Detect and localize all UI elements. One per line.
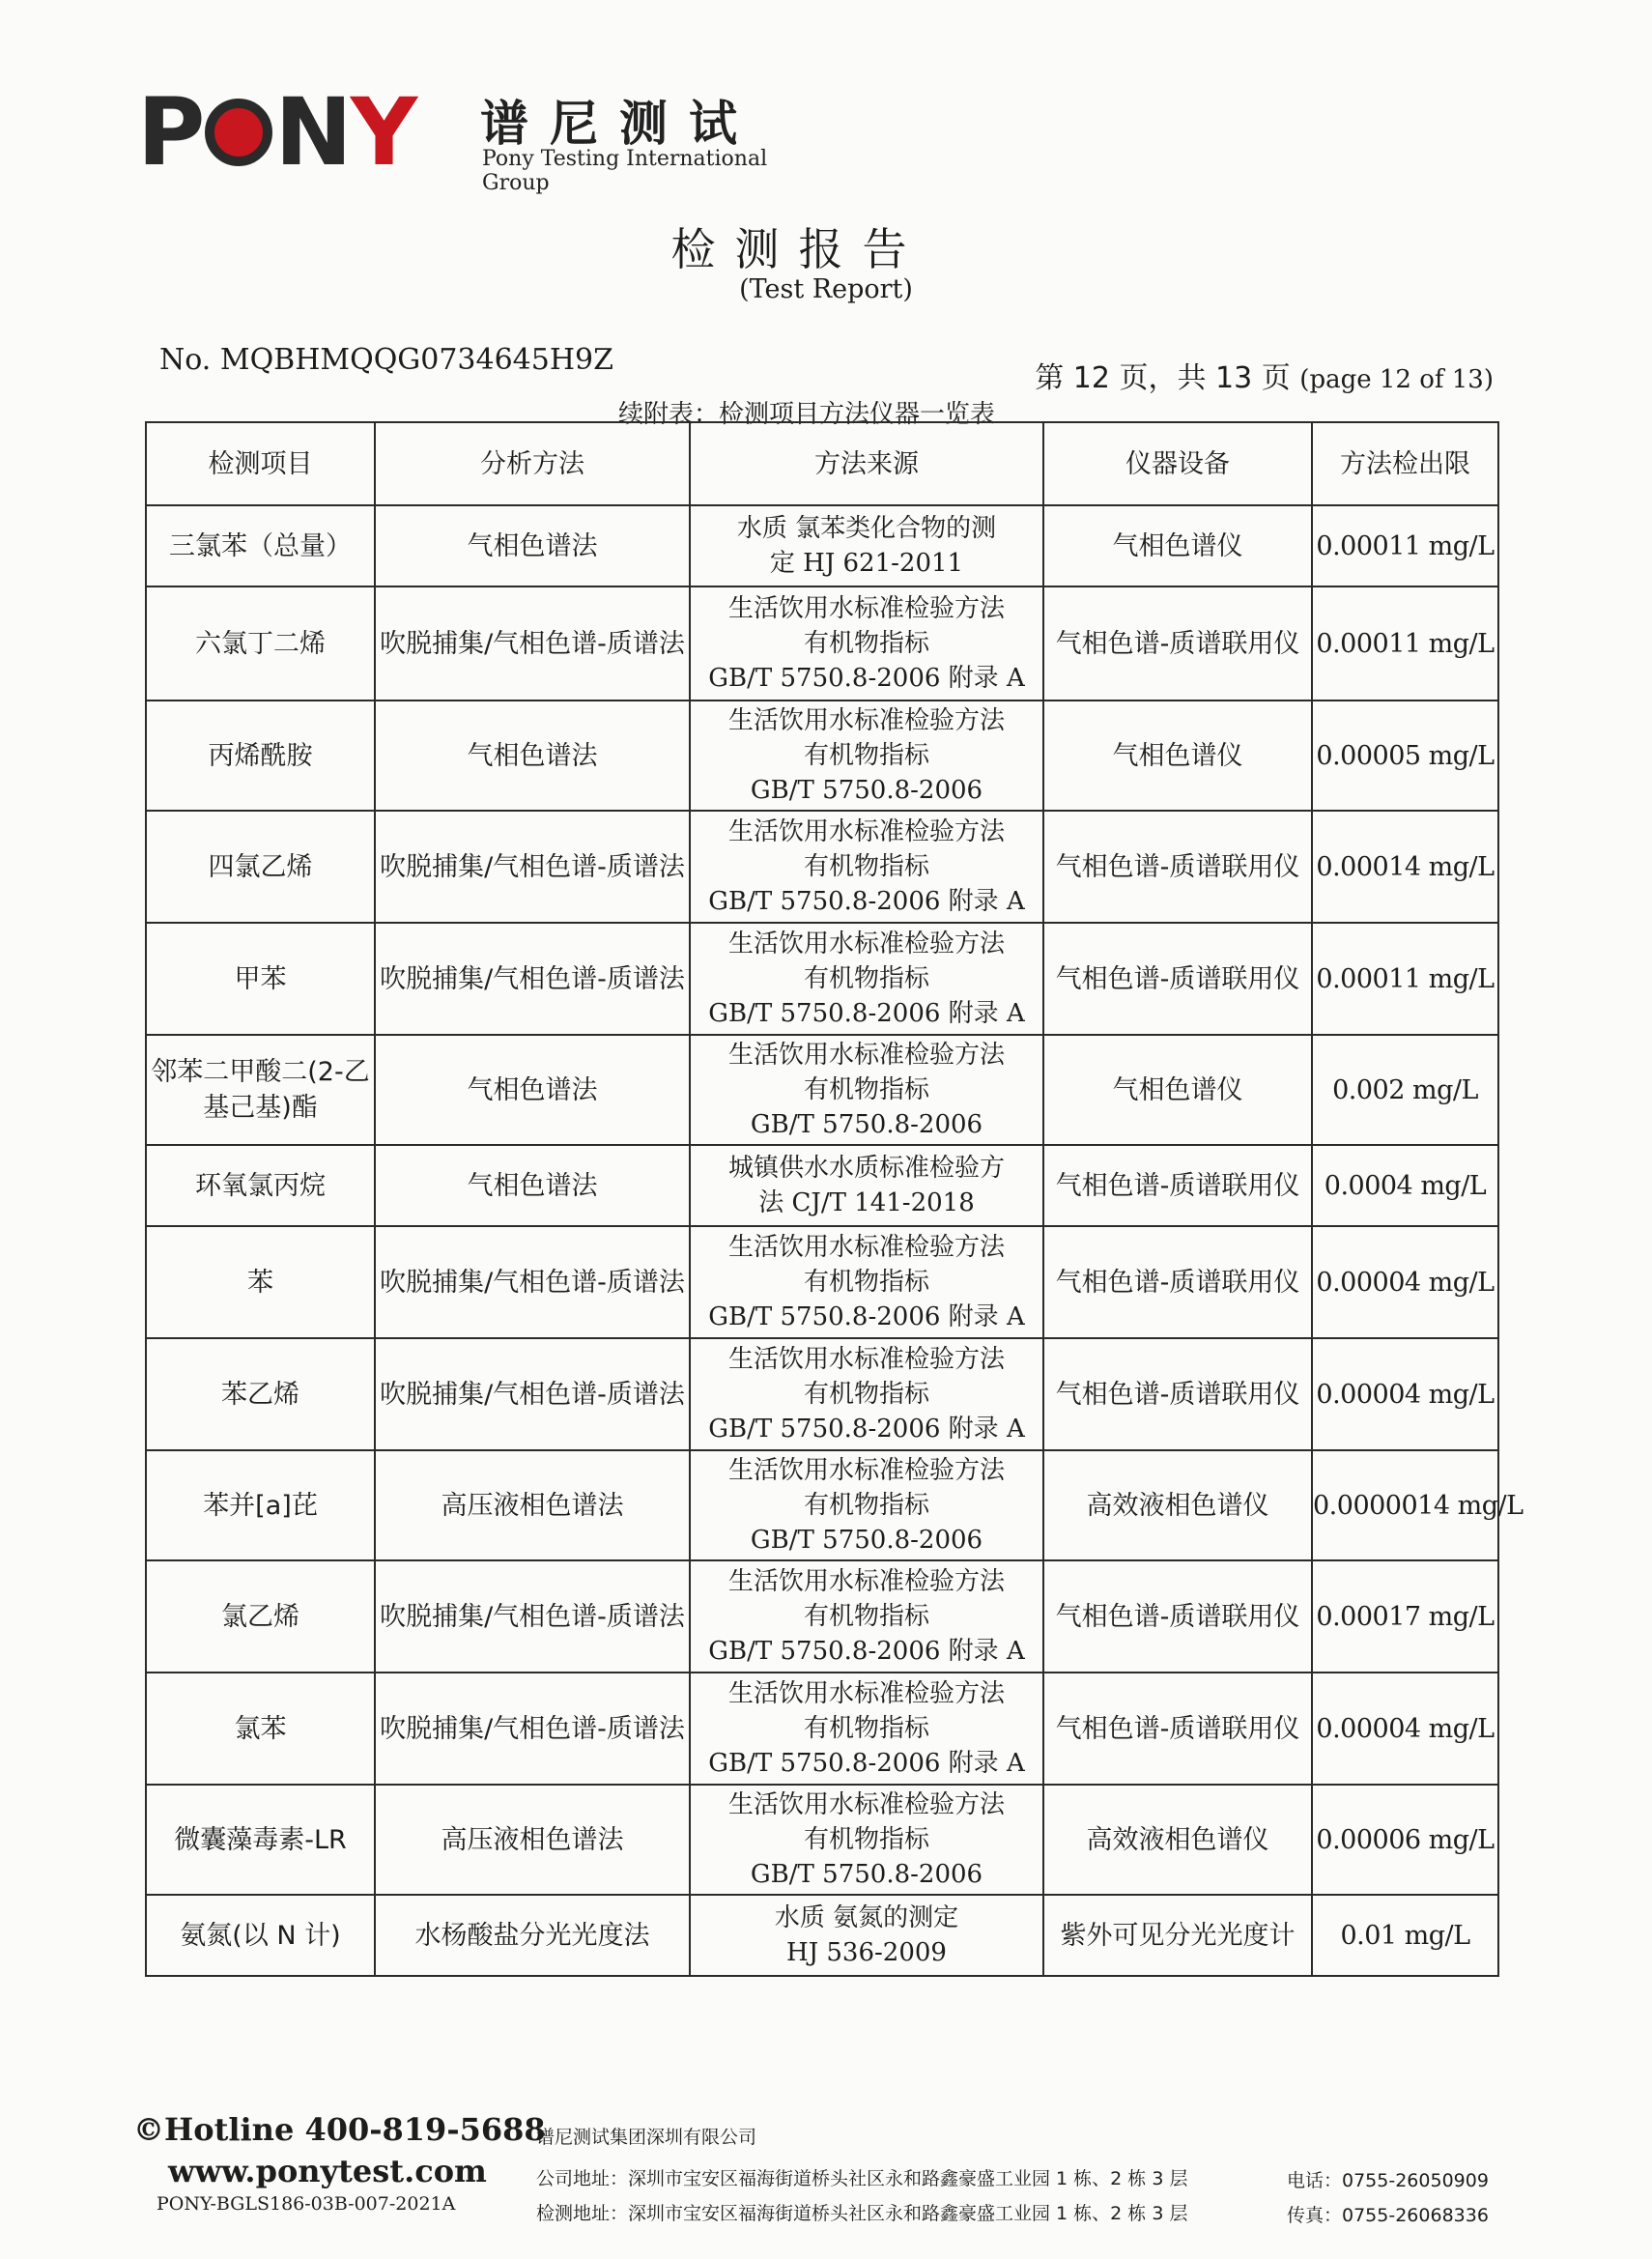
source-line: GB/T 5750.8-2006 附录 A [708,1749,1025,1778]
table-caption: 续附表：检测项目方法仪器一览表 [618,400,996,429]
source-line: 法 CJ/T 141-2018 [758,1188,975,1217]
cell-instrument: 气相色谱-质谱联用仪 [1043,923,1312,1035]
cell-limit: 0.002 mg/L [1312,1035,1498,1145]
report-subtitle: (Test Report) [739,274,913,304]
source-line: GB/T 5750.8-2006 附录 A [708,1637,1025,1666]
source-line: 有机物指标 [803,1714,929,1743]
table-header-row [146,422,1498,505]
cell-limit: 0.00011 mg/L [1312,505,1498,586]
cell-method: 吹脱捕集/气相色谱-质谱法 [375,923,690,1035]
cell-instrument: 气相色谱仪 [1043,505,1312,586]
source-line: GB/T 5750.8-2006 [750,1526,983,1555]
cell-item: 氨氮(以 N 计) [146,1895,375,1976]
cell-limit: 0.00017 mg/L [1312,1560,1498,1673]
cell-item: 丙烯酰胺 [146,701,375,811]
cell-limit: 0.0000014 mg/L [1312,1450,1498,1560]
cell-instrument: 气相色谱-质谱联用仪 [1043,1338,1312,1450]
cell-item: 环氧氯丙烷 [146,1145,375,1226]
source-line: 有机物指标 [803,1491,929,1520]
cell-source [690,1450,1043,1560]
hotline [133,2111,546,2148]
source-line: 生活饮用水标准检验方法 [727,1456,1005,1485]
cell-limit: 0.01 mg/L [1312,1895,1498,1976]
cell-instrument: 高效液相色谱仪 [1043,1785,1312,1895]
table-body [146,505,1524,1976]
source-line: GB/T 5750.8-2006 附录 A [708,999,1025,1028]
cell-limit: 0.00004 mg/L [1312,1338,1498,1450]
cell-item: 邻苯二甲酸二(2-乙基己基)酯 [146,1035,375,1145]
cell-item: 氯乙烯 [146,1560,375,1673]
source-line: 生活饮用水标准检验方法 [727,1233,1005,1262]
cell-source [690,1338,1043,1450]
cell-item: 四氯乙烯 [146,811,375,923]
table-row [146,1673,1498,1785]
cell-item: 苯并[a]芘 [146,1450,375,1560]
cell-instrument: 气相色谱仪 [1043,1035,1312,1145]
source-line: 有机物指标 [803,1268,929,1297]
cell-limit: 0.00014 mg/L [1312,811,1498,923]
cell-instrument: 气相色谱-质谱联用仪 [1043,586,1312,701]
cell-limit: 0.0004 mg/L [1312,1145,1498,1226]
cell-instrument: 紫外可见分光光度计 [1043,1895,1312,1976]
cell-item: 苯 [146,1226,375,1338]
source-line: 生活饮用水标准检验方法 [727,929,1005,958]
source-line: 有机物指标 [803,1825,929,1854]
document-code: PONY-BGLS186-03B-007-2021A [157,2193,456,2215]
table-row [146,1035,1498,1145]
phone-circle-icon: © [133,2111,164,2148]
source-line: GB/T 5750.8-2006 附录 A [708,1302,1025,1331]
col-header-source: 方法来源 [690,422,1043,505]
cell-method: 高压液相色谱法 [375,1785,690,1895]
source-line: 生活饮用水标准检验方法 [727,817,1005,846]
source-line: 城镇供水水质标准检验方 [727,1154,1005,1183]
cell-item: 苯乙烯 [146,1338,375,1450]
source-line: HJ 536-2009 [786,1938,947,1967]
source-line: GB/T 5750.8-2006 [750,1860,983,1889]
source-line: 生活饮用水标准检验方法 [727,1345,1005,1374]
page-indicator-en: (page 12 of 13) [1299,365,1494,394]
col-header-item: 检测项目 [146,422,375,505]
source-line: 水质 氨氮的测定 [774,1903,959,1932]
testing-address: 检测地址：深圳市宝安区福海街道桥头社区永和路鑫豪盛工业园 1 栋、2 栋 3 层 [536,2203,1188,2224]
report-number: No. MQBHMQQG0734645H9Z [159,343,613,377]
cell-limit: 0.00004 mg/L [1312,1673,1498,1785]
cell-source [690,811,1043,923]
cell-item: 微囊藻毒素-LR [146,1785,375,1895]
cell-method: 气相色谱法 [375,701,690,811]
cell-method: 气相色谱法 [375,505,690,586]
brand-name-cn: 谱尼测试 [480,96,758,152]
cell-method: 吹脱捕集/气相色谱-质谱法 [375,811,690,923]
cell-source [690,505,1043,586]
cell-method: 气相色谱法 [375,1035,690,1145]
cell-instrument: 气相色谱-质谱联用仪 [1043,1145,1312,1226]
methods-table [145,421,1524,1977]
cell-method: 气相色谱法 [375,1145,690,1226]
cell-source [690,1785,1043,1895]
source-line: 生活饮用水标准检验方法 [727,594,1005,623]
page-indicator-cn: 第 12 页，共 13 页 [1035,361,1291,395]
cell-method: 吹脱捕集/气相色谱-质谱法 [375,1226,690,1338]
cell-source [690,1673,1043,1785]
cell-method: 高压液相色谱法 [375,1450,690,1560]
table-row [146,1145,1498,1226]
cell-method: 吹脱捕集/气相色谱-质谱法 [375,1673,690,1785]
cell-source [690,1895,1043,1976]
cell-method: 水杨酸盐分光光度法 [375,1895,690,1976]
cell-source [690,1226,1043,1338]
cell-method: 吹脱捕集/气相色谱-质谱法 [375,1560,690,1673]
logo-circle-icon [205,99,272,166]
company-address: 公司地址：深圳市宝安区福海街道桥头社区永和路鑫豪盛工业园 1 栋、2 栋 3 层 [536,2168,1188,2189]
page-indicator [1035,354,1494,396]
table-row [146,1450,1498,1560]
source-line: 定 HJ 621-2011 [769,549,964,578]
cell-instrument: 气相色谱仪 [1043,701,1312,811]
source-line: 水质 氯苯类化合物的测 [736,514,997,543]
cell-limit: 0.00004 mg/L [1312,1226,1498,1338]
table-row [146,1338,1498,1450]
table-row [146,1895,1498,1976]
source-line: GB/T 5750.8-2006 附录 A [708,1415,1025,1444]
cell-source [690,1145,1043,1226]
cell-limit: 0.00011 mg/L [1312,586,1498,701]
source-line: 有机物指标 [803,964,929,993]
table-row [146,1560,1498,1673]
col-header-limit: 方法检出限 [1312,422,1498,505]
cell-source [690,701,1043,811]
cell-instrument: 气相色谱-质谱联用仪 [1043,1226,1312,1338]
cell-instrument: 高效液相色谱仪 [1043,1450,1312,1560]
source-line: 生活饮用水标准检验方法 [727,1041,1005,1070]
source-line: GB/T 5750.8-2006 附录 A [708,664,1025,693]
pony-logo-mark [137,79,415,186]
company-name: 谱尼测试集团深圳有限公司 [536,2127,757,2148]
source-line: 有机物指标 [803,1602,929,1631]
company-logo [137,78,833,195]
col-header-method: 分析方法 [375,422,690,505]
source-line: 有机物指标 [803,1380,929,1409]
cell-item: 三氯苯（总量） [146,505,375,586]
source-line: 有机物指标 [803,741,929,770]
source-line: GB/T 5750.8-2006 附录 A [708,887,1025,916]
table-row [146,811,1498,923]
cell-item: 六氯丁二烯 [146,586,375,701]
table-row [146,923,1498,1035]
col-header-instrument: 仪器设备 [1043,422,1312,505]
source-line: GB/T 5750.8-2006 [750,1110,983,1139]
cell-limit: 0.00005 mg/L [1312,701,1498,811]
cell-item: 甲苯 [146,923,375,1035]
cell-method: 吹脱捕集/气相色谱-质谱法 [375,1338,690,1450]
cell-instrument: 气相色谱-质谱联用仪 [1043,1673,1312,1785]
cell-item: 氯苯 [146,1673,375,1785]
fax: 传真：0755-26068336 [1287,2205,1489,2226]
table-row [146,505,1498,586]
cell-source [690,923,1043,1035]
cell-instrument: 气相色谱-质谱联用仪 [1043,811,1312,923]
source-line: 有机物指标 [803,629,929,658]
table-row [146,586,1498,701]
table-row [146,1226,1498,1338]
table-row [146,701,1498,811]
source-line: GB/T 5750.8-2006 [750,776,983,805]
cell-limit: 0.00011 mg/L [1312,923,1498,1035]
website-link[interactable]: www.ponytest.com [168,2153,487,2189]
report-title: 检测报告 [670,223,926,275]
source-line: 生活饮用水标准检验方法 [727,706,1005,735]
cell-source [690,1035,1043,1145]
table-row [146,1785,1498,1895]
logo-letters-p: P [137,78,204,186]
cell-limit: 0.00006 mg/L [1312,1785,1498,1895]
logo-letters-y: Y [350,78,416,186]
cell-instrument: 气相色谱-质谱联用仪 [1043,1560,1312,1673]
logo-letters-n: N [274,78,351,186]
telephone: 电话：0755-26050909 [1287,2170,1489,2191]
cell-source [690,1560,1043,1673]
source-line: 有机物指标 [803,852,929,881]
cell-method: 吹脱捕集/气相色谱-质谱法 [375,586,690,701]
brand-name-en: Pony Testing International Group [482,147,768,195]
source-line: 生活饮用水标准检验方法 [727,1679,1005,1708]
source-line: 生活饮用水标准检验方法 [727,1567,1005,1596]
cell-source [690,586,1043,701]
source-line: 生活饮用水标准检验方法 [727,1790,1005,1819]
source-line: 有机物指标 [803,1075,929,1104]
hotline-text: Hotline 400-819-5688 [164,2111,546,2148]
